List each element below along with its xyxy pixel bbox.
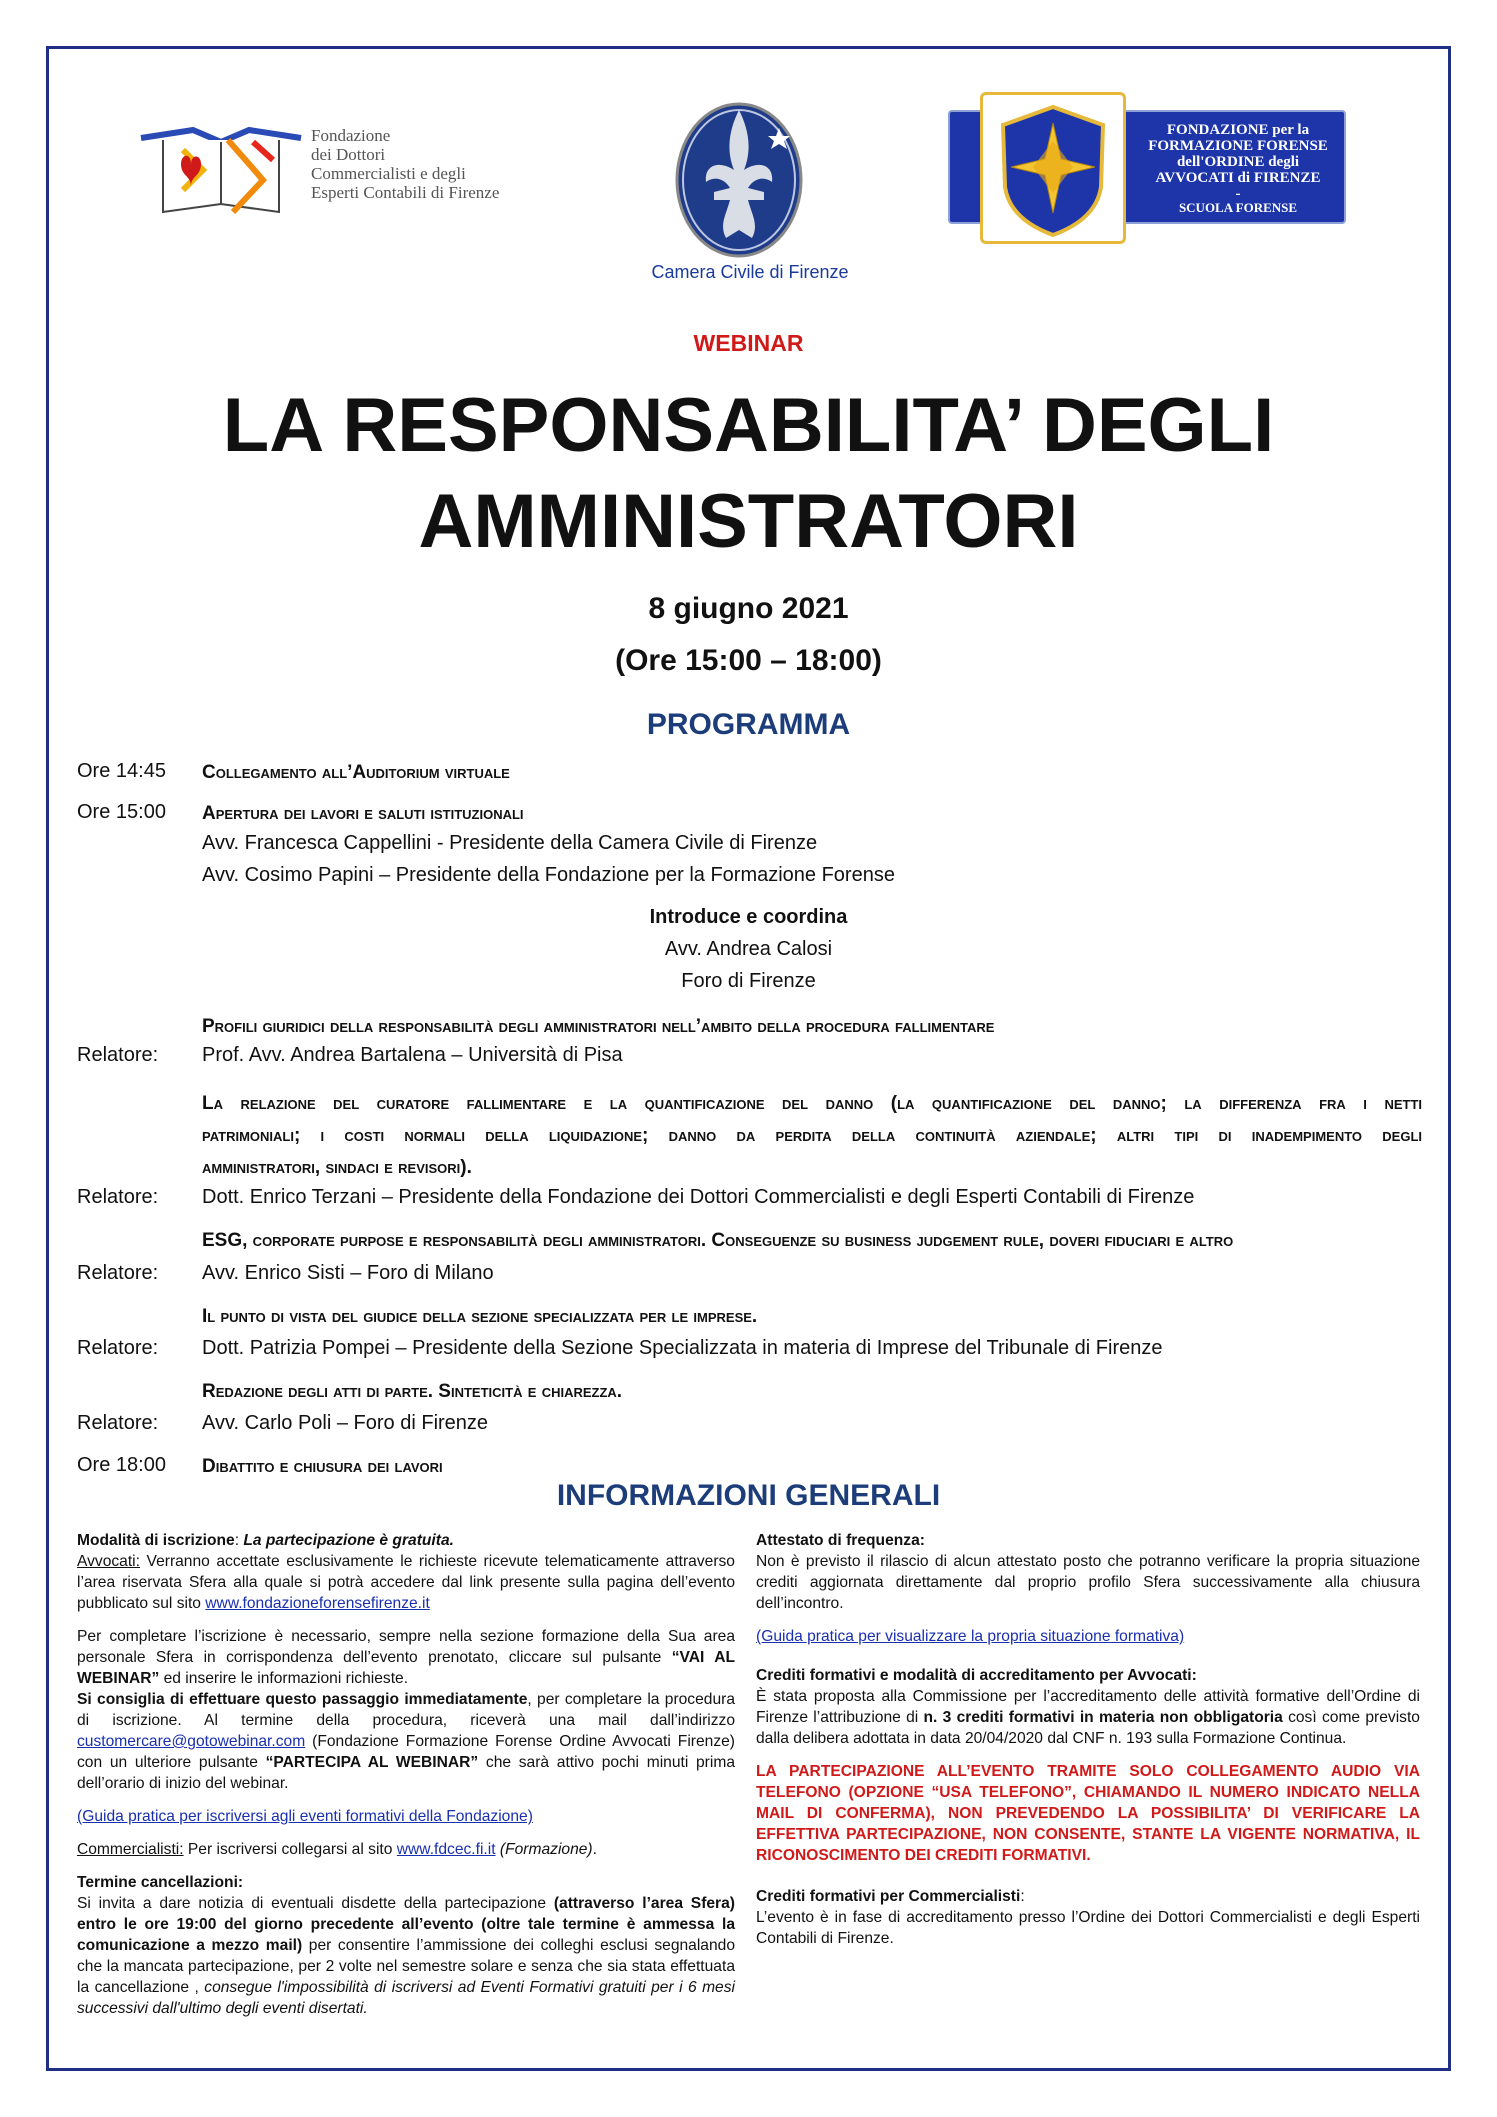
logo-line-1: FONDAZIONE per la [1166,122,1310,138]
relatore-label: Relatore: [77,1337,159,1359]
program-item: Redazione degli atti di parte. Sinteticità e chiarezza. [202,1381,623,1402]
program-item [202,1088,1422,1184]
speaker-text: Avv. Cosimo Papini – Presidente della Fondazione per la Formazione Forense [202,864,895,886]
attestato-label: Attestato di frequenza: [756,1532,925,1549]
title-line-1: LA RESPONSABILITA’ DEGLI [222,383,1275,468]
warning-text: LA PARTECIPAZIONE ALL’EVENTO TRAMITE SOLO COLLEGAMENTO AUDIO VIA TELEFONO (OPZIONE “USA TELEFONO”, CHIAMANDO IL NUMERO INDICATO NELLA MAIL DI CONFERMA), NON PREVEDENDO LA POSSIBILITA’ DI VERIFICARE LA EFFETTIVA PARTECIPAZIONE, NON CONSENTE, STANTE LA VIGENTE NORMATIVA, IL RICONOSCIMENTO DEI CREDITI FORMATIVI. [756,1763,1420,1864]
fdcec-link[interactable]: www.fdcec.fi.it [396,1841,496,1858]
crediti-commercialisti-text: L’evento è in fase di accreditamento presso l’Ordine dei Dottori Commercialisti e degli Esperti Contabili di Firenze. [756,1909,1420,1947]
coordinator-name: Avv. Andrea Calosi [664,938,833,960]
logo-line-2: FORMAZIONE FORENSE [1148,138,1328,154]
speaker-text: Avv. Francesca Cappellini - Presidente della Camera Civile di Firenze [202,832,818,854]
iscrizione-text-d: , per completare la procedura di iscrizione. Al termine della procedura, riceverà una mail dall’indirizzo [77,1691,735,1729]
scuola-forense-text: SCUOLA FORENSE [1178,200,1298,215]
formazione-text: (Formazione) [499,1841,593,1858]
crediti-text-c: così come previsto dalla delibera adottata in data 20/04/2020 dal CNF n. 193 sulla Formazione Continua. [756,1709,1420,1747]
fondazione-dottori-commercialisti-logo [133,120,503,220]
guida-iscrizione-link[interactable]: (Guida pratica per iscriversi agli eventi formativi della Fondazione) [77,1808,533,1825]
relatore-label: Relatore: [77,1186,159,1208]
fondazione-formazione-forense-logo [948,92,1346,244]
logo-line-5: - [1235,186,1241,202]
program-item: Collegamento all’Auditorium virtuale [202,762,510,783]
topic2-line-1: La relazione del curatore fallimentare e la quantificazione del danno (la quantificazione del danno; la differenza fra i netti [202,1093,1422,1114]
modalita-gratuita: La partecipazione è gratuita. [243,1532,454,1549]
guida-situazione-link[interactable]: (Guida pratica per visualizzare la propria situazione formativa) [756,1628,1185,1645]
partecipa-webinar-text: “PARTECIPA AL WEBINAR” [265,1754,479,1771]
fleur-de-lis-shield-icon [664,90,814,258]
program-item: Apertura dei lavori e saluti istituzionali [202,803,524,824]
commercialisti-label: Commercialisti: [77,1841,184,1858]
compass-star-icon [983,95,1123,241]
informazioni-heading: INFORMAZIONI GENERALI [556,1479,941,1512]
camera-civile-logo [664,90,814,258]
event-date: 8 giugno 2021 [648,592,849,625]
fondazione-forense-link[interactable]: www.fondazioneforensefirenze.it [205,1595,430,1612]
speaker-text: Avv. Carlo Poli – Foro di Firenze [202,1412,489,1434]
avvocati-text: Verranno accettate esclusivamente le richieste ricevute telematicamente attraverso l’area riservata Sfera alla quale si potrà accedere dal link presente sulla pagina dell’evento pubblicato sul sito [77,1553,735,1612]
fondazione-dottori-text: Fondazione dei Dottori Commercialisti e degli Esperti Contabili di Firenze [311,126,500,202]
coordinator-foro: Foro di Firenze [681,970,816,992]
logo-line-3: dell'ORDINE degli [1176,154,1300,170]
modalita-label: Modalità di iscrizione [77,1532,235,1549]
relatore-label: Relatore: [77,1412,159,1434]
relatore-label: Relatore: [77,1262,159,1284]
commercialisti-end: . [592,1841,597,1858]
crediti-commercialisti-colon: : [1020,1888,1025,1905]
iscrizione-text-b: ed inserire le informazioni richieste. [159,1670,409,1687]
program-item: Dibattito e chiusura dei lavori [202,1456,443,1477]
speaker-text: Dott. Patrizia Pompei – Presidente della Sezione Specializzata in materia di Imprese del Tribunale di Firenze [202,1337,1163,1359]
modalita-colon: : [234,1532,244,1549]
customercare-email-link[interactable]: customercare@gotowebinar.com [77,1733,306,1750]
vai-al-webinar-text: “VAI AL WEBINAR” [77,1649,735,1687]
topic2-line-2: patrimoniali; i costi normali della liquidazione; danno da perdita della continuità aziendale; altri tipi di inadempimento degli [202,1125,1422,1146]
program-item: ESG, corporate purpose e responsabilità degli amministratori. Conseguenze su business judgement rule, doveri fiduciari e altro [202,1230,1234,1251]
attestato-text: Non è previsto il rilascio di alcun attestato posto che potranno verificare la propria situazione crediti aggiornata direttamente dal proprio profilo Sfera successivamente alla chiusura dell’incontro. [756,1553,1420,1612]
speaker-text: Prof. Avv. Andrea Bartalena – Università di Pisa [202,1044,623,1066]
introduce-label: Introduce e coordina [649,906,848,928]
termine-text-c: per consentire l’ammissione dei colleghi esclusi segnalando che la mancata partecipazione, per 2 volte nel semestre solare e senza che sia stata effettuata la cancellazione , [77,1937,735,1996]
time-label: Ore 18:00 [77,1454,166,1476]
time-label: Ore 14:45 [77,760,166,782]
fondazione-forense-text [1138,122,1338,202]
avvocati-label: Avvocati: [77,1553,140,1570]
crediti-text-b: n. 3 crediti formativi in materia non obbligatoria [923,1709,1283,1726]
program-item: Profili giuridici della responsabilità degli amministratori nell’ambito della procedura fallimentare [202,1016,995,1037]
iscrizione-text-a: Per completare l’iscrizione è necessario, sempre nella sezione formazione della Sua area personale Sfera in corrispondenza dell’evento prenotato, cliccare sul pulsante [77,1628,735,1666]
iscrizione-text-f: che sarà attivo pochi minuti prima dell’orario di inizio del webinar. [77,1754,735,1792]
speaker-text: Avv. Enrico Sisti – Foro di Milano [202,1262,494,1284]
crediti-text-a: È stata proposta alla Commissione per l’accreditamento delle attività formative dell’Ordine di Firenze l’attribuzione di [756,1688,1420,1726]
title-line-2: AMMINISTRATORI [418,479,1079,564]
relatore-label: Relatore: [77,1044,159,1066]
termine-label: Termine cancellazioni: [77,1874,244,1891]
speaker-text: Dott. Enrico Terzani – Presidente della Fondazione dei Dottori Commercialisti e degli Esperti Contabili di Firenze [202,1186,1195,1208]
termine-text-a: Si invita a dare notizia di eventuali disdette della partecipazione [77,1895,554,1912]
logo-line-4: AVVOCATI di FIRENZE [1155,170,1321,186]
consiglio-text: Si consiglia di effettuare questo passaggio immediatamente [77,1691,528,1708]
logo-shield-box [980,92,1126,244]
crediti-avvocati-label: Crediti formativi e modalità di accreditamento per Avvocati: [756,1667,1197,1684]
topic2-line-3: amministratori, sindaci e revisori). [202,1157,472,1178]
camera-civile-caption: Camera Civile di Firenze [651,262,849,282]
info-left-column [77,1530,735,2019]
termine-text-d: consegue l'impossibilità di iscriversi ad Eventi Formativi gratuiti per i 6 mesi successivi dall'ultimo degli eventi disertati. [77,1979,735,2017]
iscrizione-text-e: (Fondazione Formazione Forense Ordine Avvocati Firenze) con un ulteriore pulsante [77,1733,735,1771]
book-lily-icon [133,120,308,220]
program-item: Il punto di vista del giudice della sezione specializzata per le imprese. [202,1306,758,1327]
programma-heading: PROGRAMMA [646,708,851,741]
event-time: (Ore 15:00 – 18:00) [615,644,882,677]
info-right-column [756,1530,1420,1961]
page-title [0,378,1497,570]
commercialisti-text: Per iscriversi collegarsi al sito [183,1841,397,1858]
webinar-label: WEBINAR [693,330,804,356]
time-label: Ore 15:00 [77,801,166,823]
crediti-commercialisti-label: Crediti formativi per Commercialisti [756,1888,1021,1905]
termine-text-b: (attraverso l’area Sfera) entro le ore 19:00 del giorno precedente all’evento (oltre tale termine è ammessa la comunicazione a mezzo mail) [77,1895,735,1954]
